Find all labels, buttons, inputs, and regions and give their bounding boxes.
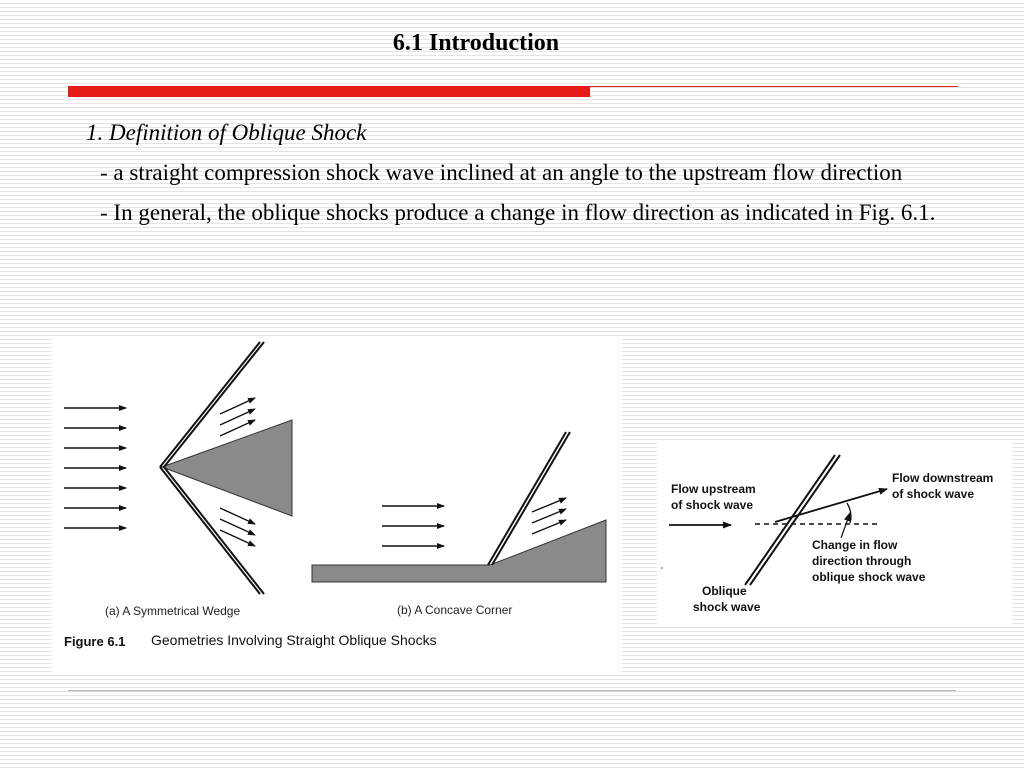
footer-rule bbox=[68, 690, 956, 691]
corner-body bbox=[312, 520, 606, 582]
oblique-label-1: Oblique bbox=[702, 584, 747, 598]
section-heading: 1. Definition of Oblique Shock bbox=[86, 120, 367, 145]
upstream-label-2: of shock wave bbox=[671, 498, 754, 512]
corner-upstream-arrows bbox=[382, 506, 444, 546]
stray-dot bbox=[661, 567, 663, 569]
caption-b: (b) A Concave Corner bbox=[397, 603, 513, 617]
upstream-label-1: Flow upstream bbox=[671, 482, 756, 496]
downstream-label-1: Flow downstream bbox=[892, 471, 994, 485]
corner-downstream-arrows bbox=[532, 498, 566, 534]
figure-6-1-drawing bbox=[52, 336, 622, 674]
change-label-3: oblique shock wave bbox=[812, 570, 926, 584]
figure-title: Geometries Involving Straight Oblique Shocks bbox=[151, 632, 437, 648]
figure-6-1 bbox=[52, 336, 622, 674]
slide-body bbox=[86, 118, 954, 236]
bullet-definition: - a straight compression shock wave inclined at an angle to the upstream flow direction bbox=[100, 160, 903, 185]
downstream-label-2: of shock wave bbox=[892, 487, 975, 501]
title-underline-accent bbox=[68, 86, 590, 97]
caption-a: (a) A Symmetrical Wedge bbox=[105, 604, 241, 618]
angle-pointer bbox=[841, 513, 850, 538]
title-underline-thin bbox=[590, 86, 958, 87]
figure-label: Figure 6.1 bbox=[64, 634, 126, 649]
slide-title: 6.1 Introduction bbox=[392, 30, 560, 56]
oblique-label-2: shock wave bbox=[693, 600, 761, 614]
oblique-shock-drawing bbox=[657, 443, 1012, 626]
oblique-shock-diagram bbox=[657, 443, 1012, 626]
change-label-2: direction through bbox=[812, 554, 912, 568]
downstream-flow-arrow bbox=[775, 489, 887, 522]
wedge-body bbox=[162, 420, 292, 516]
bullet-flow-change: - In general, the oblique shocks produce a change in flow direction as indicated in Fig. 6.1. bbox=[100, 200, 936, 225]
change-label-1: Change in flow bbox=[812, 538, 898, 552]
wedge-upstream-arrows bbox=[64, 408, 126, 528]
